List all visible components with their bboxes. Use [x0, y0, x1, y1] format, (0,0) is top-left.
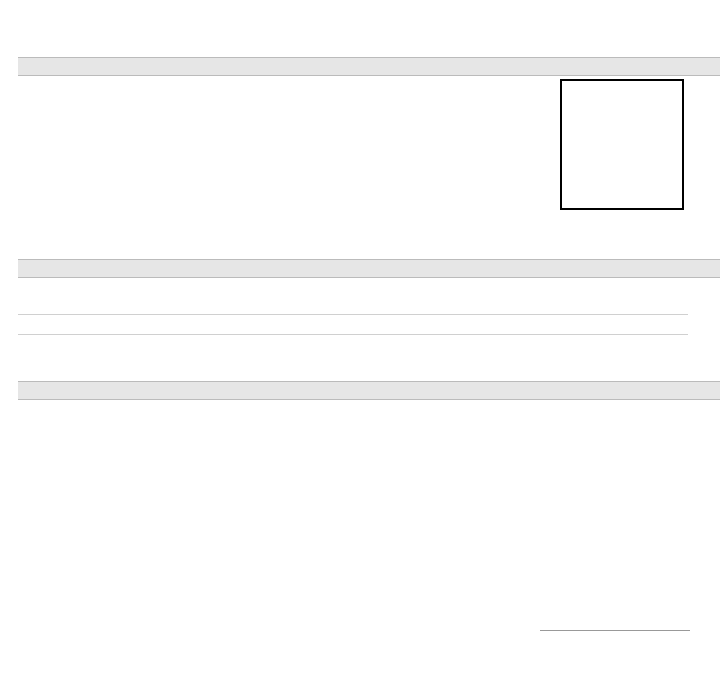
row-divider — [18, 314, 688, 315]
total-divider — [540, 630, 690, 631]
section3-header-bar — [18, 381, 720, 400]
row-divider — [18, 334, 688, 335]
section2-header-bar — [18, 259, 720, 278]
section1-note — [560, 79, 684, 210]
section1-header-bar — [18, 57, 720, 76]
